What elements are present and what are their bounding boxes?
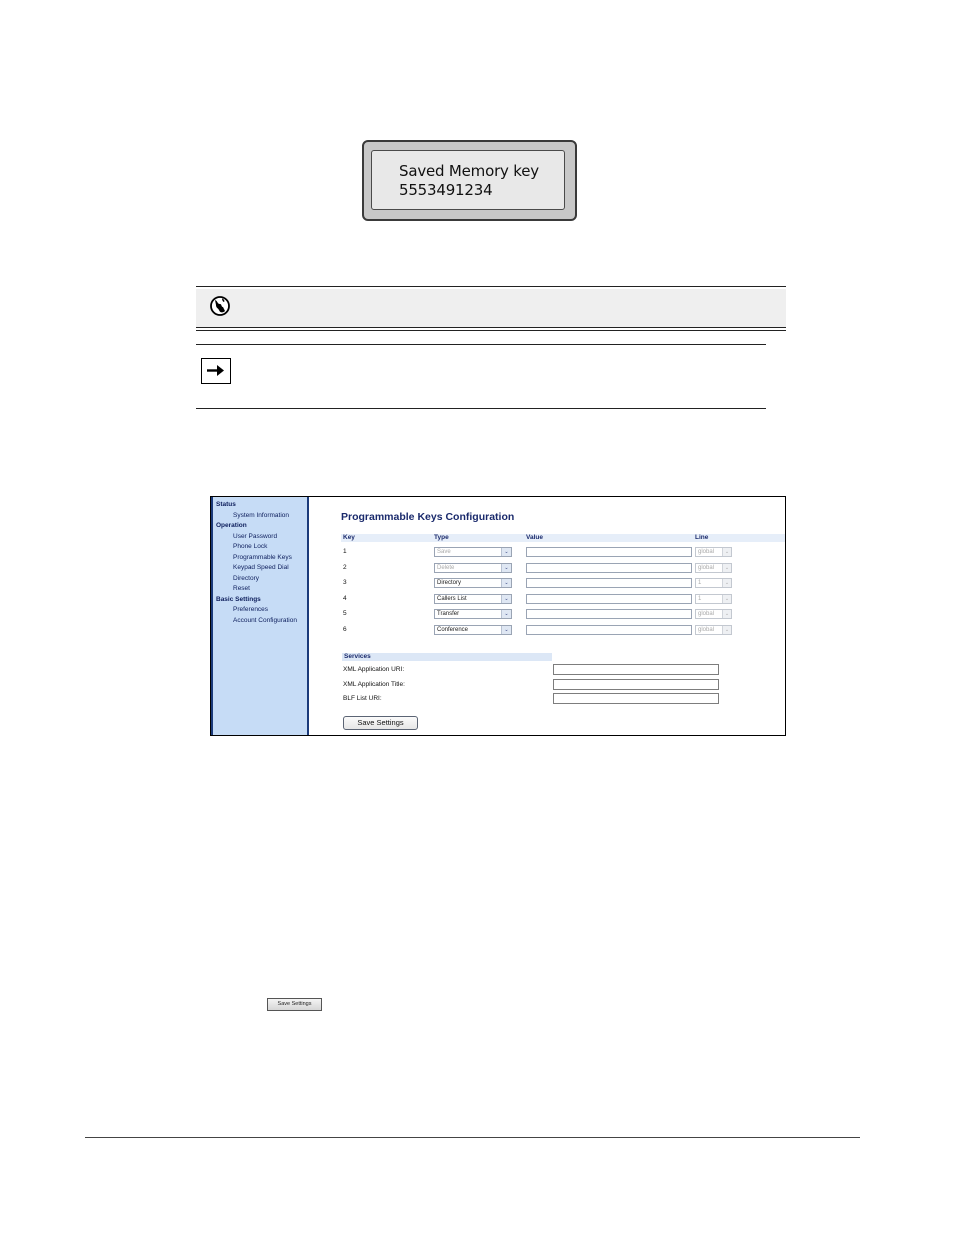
key-line-select[interactable] [695, 609, 732, 619]
key-type-value: Conference [437, 627, 469, 633]
sidebar-item[interactable]: Account Configuration [233, 616, 297, 624]
key-number: 4 [343, 594, 347, 602]
key-line-value: global [698, 627, 715, 633]
key-type-select[interactable] [434, 578, 512, 588]
key-line-value: global [698, 564, 715, 571]
chevron-down-icon: ⌄ [501, 548, 511, 556]
key-type-select[interactable] [434, 625, 512, 635]
display-line-2: 5553491234 [399, 181, 493, 199]
key-line-select[interactable] [695, 563, 732, 573]
sidebar-item[interactable]: Programmable Keys [233, 553, 292, 561]
key-line-value: global [698, 611, 715, 618]
services-header-bar [342, 653, 552, 661]
chevron-down-icon: ⌄ [501, 626, 511, 634]
key-line-select[interactable] [695, 578, 732, 588]
notice-bar [196, 286, 786, 332]
key-type-value: Save [437, 549, 451, 555]
sidebar-nav [211, 497, 309, 735]
chevron-down-icon: ⌄ [501, 610, 511, 618]
key-line-select[interactable] [695, 594, 732, 604]
key-value-input[interactable] [526, 609, 692, 619]
key-type-value: Transfer [437, 611, 460, 618]
chevron-down-icon: ⌄ [501, 595, 511, 603]
key-line-value: 1 [698, 580, 702, 587]
service-field-label: XML Application URI: [343, 666, 405, 673]
chevron-down-icon: ⌄ [722, 548, 731, 556]
chevron-down-icon: ⌄ [722, 610, 731, 618]
sidebar-item[interactable]: Directory [233, 574, 260, 582]
sidebar-item[interactable]: Preferences [233, 606, 269, 613]
key-type-value: Directory [437, 580, 462, 587]
col-line: Line [695, 534, 709, 541]
services-title: Services [344, 653, 371, 660]
key-value-input[interactable] [526, 594, 692, 604]
footer-rule [85, 1137, 860, 1138]
key-value-input[interactable] [526, 547, 692, 557]
chevron-down-icon: ⌄ [722, 579, 731, 587]
chevron-down-icon: ⌄ [722, 564, 731, 572]
sidebar-item[interactable]: System Information [233, 511, 289, 519]
key-number: 5 [343, 610, 347, 618]
key-line-select[interactable] [695, 625, 732, 635]
sidebar-item[interactable]: Phone Lock [233, 543, 268, 550]
service-field-input[interactable] [553, 664, 719, 675]
page-title: Programmable Keys Configuration [341, 511, 515, 523]
key-value-input[interactable] [526, 625, 692, 635]
key-line-value: 1 [698, 595, 702, 602]
sidebar-item[interactable]: User Password [233, 532, 278, 540]
arrow-right-icon [201, 358, 231, 384]
chevron-down-icon: ⌄ [501, 579, 511, 587]
chevron-down-icon: ⌄ [501, 564, 511, 572]
phone-display [362, 140, 577, 221]
key-number: 1 [343, 548, 347, 555]
sidebar-item[interactable]: Keypad Speed Dial [233, 564, 289, 571]
table-header-bar [341, 534, 785, 542]
globe-icon [209, 295, 231, 317]
key-line-value: global [698, 549, 715, 555]
key-number: 6 [343, 626, 347, 633]
key-type-select[interactable] [434, 594, 512, 604]
sidebar-item[interactable]: Operation [216, 522, 247, 529]
web-ui-screenshot [210, 496, 786, 736]
key-line-select[interactable] [695, 547, 732, 557]
key-type-value: Delete [437, 564, 455, 571]
service-field-input[interactable] [553, 693, 719, 704]
key-type-select[interactable] [434, 563, 512, 573]
sidebar-item[interactable]: Reset [233, 585, 250, 592]
col-key: Key [343, 534, 355, 541]
key-value-input[interactable] [526, 578, 692, 588]
col-type: Type [434, 534, 449, 541]
service-field-label: BLF List URI: [343, 695, 382, 702]
key-value-input[interactable] [526, 563, 692, 573]
key-type-value: Callers List [437, 595, 467, 602]
key-type-select[interactable] [434, 547, 512, 557]
inline-save-settings-button[interactable]: Save Settings [267, 998, 322, 1011]
save-settings-button[interactable]: Save Settings [343, 716, 418, 730]
sidebar-item[interactable]: Basic Settings [216, 595, 261, 603]
service-field-input[interactable] [553, 679, 719, 690]
key-number: 3 [343, 579, 347, 587]
sidebar-item[interactable]: Status [216, 501, 236, 508]
display-line-1: Saved Memory key [399, 162, 539, 180]
service-field-label: XML Application Title: [343, 680, 405, 688]
chevron-down-icon: ⌄ [722, 595, 731, 603]
phone-display-screen [371, 150, 565, 210]
note-bar [196, 344, 766, 410]
col-value: Value [526, 534, 543, 541]
key-type-select[interactable] [434, 609, 512, 619]
key-number: 2 [343, 563, 347, 571]
chevron-down-icon: ⌄ [722, 626, 731, 634]
